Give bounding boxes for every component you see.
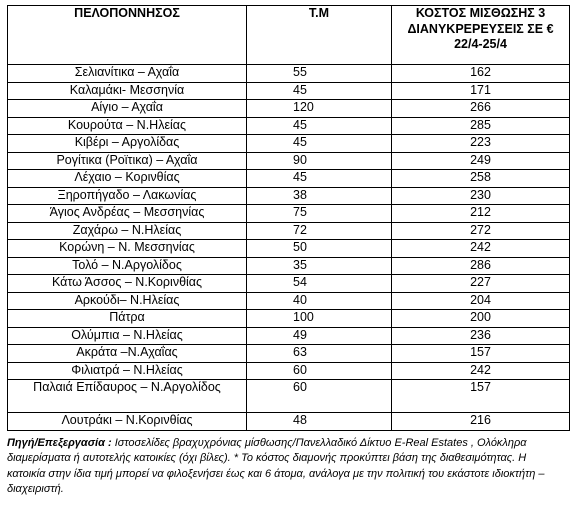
cell-location: Λέχαιο – Κορινθίας (8, 170, 247, 188)
table-row (8, 100, 570, 118)
cell-area: 49 (247, 327, 392, 345)
table-row (8, 152, 570, 170)
cell-area: 35 (247, 257, 392, 275)
cell-location: Κουρούτα – Ν.Ηλείας (8, 117, 247, 135)
cell-cost: 249 (392, 152, 570, 170)
cell-location: Ακράτα –Ν.Αχαΐας (8, 345, 247, 363)
header-cost-dates: 22/4-25/4 (454, 37, 507, 51)
cell-location: Ζαχάρω – Ν.Ηλείας (8, 222, 247, 240)
cell-location: Ολύμπια – Ν.Ηλείας (8, 327, 247, 345)
cell-cost: 258 (392, 170, 570, 188)
cell-cost: 204 (392, 292, 570, 310)
table-row (8, 170, 570, 188)
cell-cost: 242 (392, 362, 570, 380)
cell-location: Άγιος Ανδρέας – Μεσσηνίας (8, 205, 247, 223)
cell-area: 63 (247, 345, 392, 363)
table-header-row (8, 6, 570, 65)
cell-location: Ρογίτικα (Ροϊτικα) – Αχαΐα (8, 152, 247, 170)
cell-location: Κάτω Άσσος – Ν.Κορινθίας (8, 275, 247, 293)
cell-location: Τολό – Ν.Αργολίδος (8, 257, 247, 275)
cell-location: Ξηροπήγαδο – Λακωνίας (8, 187, 247, 205)
cell-location: Καλαμάκι- Μεσσηνία (8, 82, 247, 100)
header-cost (392, 6, 570, 65)
cell-cost: 227 (392, 275, 570, 293)
cell-cost: 230 (392, 187, 570, 205)
cell-area: 55 (247, 65, 392, 83)
source-text: Ιστοσελίδες βραχυχρόνιας μίσθωσης/Πανελλαδικό Δίκτυο E-Real Estates , Ολόκληρα διαμερίσματα ή αυτοτελής κατοικίες (όχι βίλες). * Το κόστος διαμονής προκύπτει βάση της διαθεσιμότητας. Η κατοικία στην ίδια τιμή μπορεί να φιλοξενήσει έως και 6 άτομα, ανάλογα με την πολιτική του εκάστοτε ιδιοκτήτη – διαχειριστή. (7, 436, 545, 495)
cell-cost: 223 (392, 135, 570, 153)
table-row (8, 345, 570, 363)
cell-cost: 216 (392, 413, 570, 431)
cell-location: Κορώνη – Ν. Μεσσηνίας (8, 240, 247, 258)
table-row (8, 413, 570, 431)
cell-location: Αίγιο – Αχαΐα (8, 100, 247, 118)
cell-location: Λουτράκι – Ν.Κορινθίας (8, 413, 247, 431)
cell-area: 100 (247, 310, 392, 328)
cell-location: Σελιανίτικα – Αχαΐα (8, 65, 247, 83)
cell-cost: 162 (392, 65, 570, 83)
rental-cost-table (7, 5, 570, 431)
cell-area: 45 (247, 82, 392, 100)
cell-area: 40 (247, 292, 392, 310)
table-row (8, 327, 570, 345)
cell-area: 60 (247, 380, 392, 413)
table-row (8, 222, 570, 240)
table-row (8, 135, 570, 153)
table-row (8, 257, 570, 275)
table-row (8, 362, 570, 380)
cell-area: 48 (247, 413, 392, 431)
cell-cost: 157 (392, 345, 570, 363)
cell-cost: 272 (392, 222, 570, 240)
table-row (8, 275, 570, 293)
source-label: Πηγή/Επεξεργασία : (7, 436, 112, 449)
cell-location: Αρκούδι– Ν.Ηλείας (8, 292, 247, 310)
cell-area: 60 (247, 362, 392, 380)
cell-cost: 266 (392, 100, 570, 118)
cell-cost: 285 (392, 117, 570, 135)
table-row (8, 292, 570, 310)
cell-area: 45 (247, 170, 392, 188)
cell-cost: 200 (392, 310, 570, 328)
table-body (8, 65, 570, 431)
header-cost-label: ΚΟΣΤΟΣ ΜΙΣΘΩΣΗΣ 3 ΔΙΑΝΥΚΡΕΡΕΥΣΕΙΣ ΣΕ € (407, 6, 554, 36)
table-row (8, 117, 570, 135)
table-row (8, 187, 570, 205)
table-row (8, 240, 570, 258)
cell-cost: 242 (392, 240, 570, 258)
table-row (8, 82, 570, 100)
cell-location: Κιβέρι – Αργολίδας (8, 135, 247, 153)
cell-area: 45 (247, 135, 392, 153)
cell-cost: 171 (392, 82, 570, 100)
table-row (8, 310, 570, 328)
cell-location: Φιλιατρά – Ν.Ηλείας (8, 362, 247, 380)
cell-area: 72 (247, 222, 392, 240)
cell-area: 50 (247, 240, 392, 258)
document (7, 5, 569, 498)
cell-location: Παλαιά Επίδαυρος – Ν.Αργολίδος (8, 380, 247, 413)
cell-cost: 157 (392, 380, 570, 413)
table-row (8, 205, 570, 223)
cell-location: Πάτρα (8, 310, 247, 328)
cell-cost: 236 (392, 327, 570, 345)
cell-cost: 212 (392, 205, 570, 223)
cell-area: 54 (247, 275, 392, 293)
source-note (7, 436, 567, 498)
header-area: Τ.Μ (247, 6, 392, 65)
table-row (8, 65, 570, 83)
table-row (8, 380, 570, 413)
cell-area: 75 (247, 205, 392, 223)
cell-area: 45 (247, 117, 392, 135)
header-region: ΠΕΛΟΠΟΝΝΗΣΟΣ (8, 6, 247, 65)
cell-area: 90 (247, 152, 392, 170)
cell-area: 38 (247, 187, 392, 205)
cell-cost: 286 (392, 257, 570, 275)
cell-area: 120 (247, 100, 392, 118)
